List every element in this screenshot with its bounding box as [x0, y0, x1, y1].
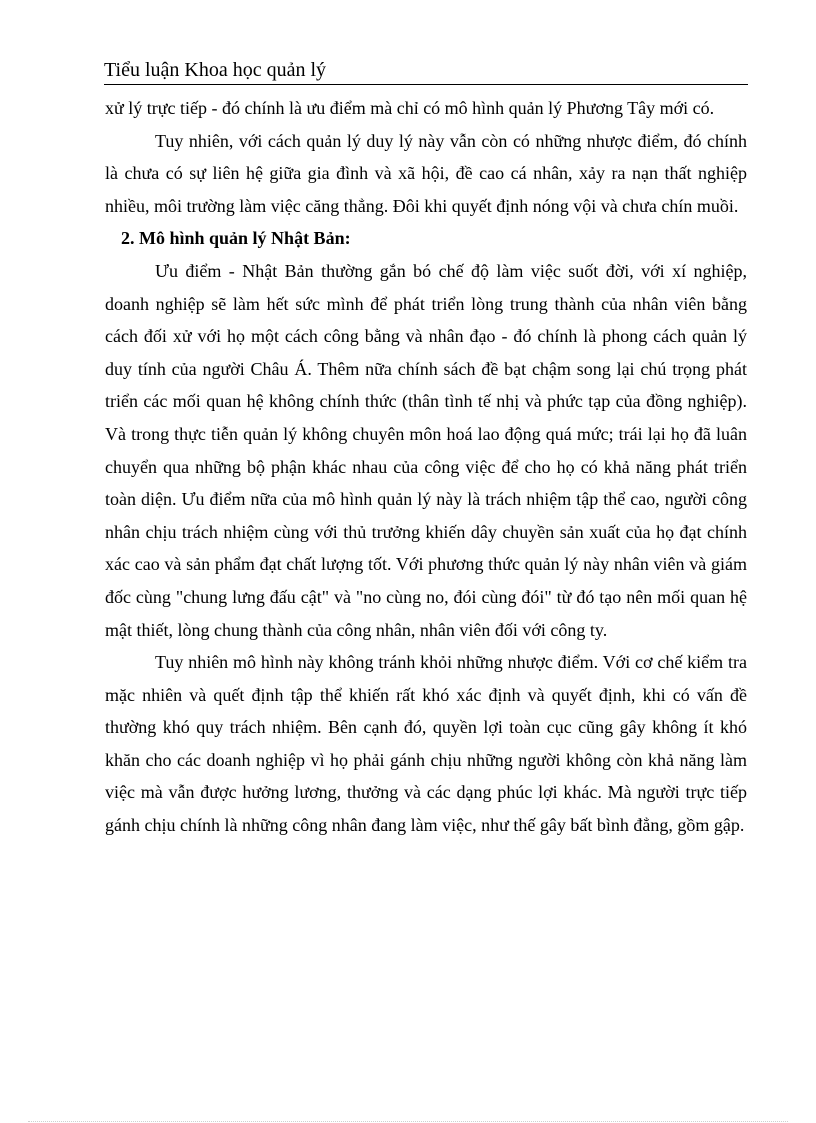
paragraph-continuation: xử lý trực tiếp - đó chính là ưu điểm mà chỉ có mô hình quản lý Phương Tây mới có. — [105, 98, 715, 118]
section-heading-japanese-model: 2. Mô hình quản lý Nhật Bản: — [121, 228, 351, 249]
page-bottom-divider — [28, 1121, 788, 1122]
paragraph-japanese-drawbacks: Tuy nhiên mô hình này không tránh khỏi những nhược điểm. Với cơ chế kiểm tra mặc nhiên và quết định tập thể khiến rất khó xác định và quyết định, khi có vấn đề thường khó quy trách nhiệm. Bên cạnh đó, quyền lợi toàn cục cũng gây không ít khó khăn cho các doanh nghiệp vì họ phải gánh chịu những người không còn khả năng làm việc mà vẫn được hưởng lương, thưởng và các dạng phúc lợi khác. Mà người trực tiếp gánh chịu chính là những công nhân đang làm việc, như thế gây bất bình đẳng, gồm gập. — [105, 652, 747, 836]
paragraph-japanese-advantages: Ưu điểm - Nhật Bản thường gắn bó chế độ làm việc suốt đời, với xí nghiệp, doanh nghiệp sẽ làm hết sức mình để phát triển lòng trung thành của nhân viên bằng cách đối xử với họ một cách công bằng và nhân đạo - đó chính là phong cách quản lý duy tính của người Châu Á. Thêm nữa chính sách đề bạt chậm song lại chú trọng phát triển các mối quan hệ không chính thức (thân tình tế nhị và phức tạp của đồng nghiệp). Và trong thực tiễn quản lý không chuyên môn hoá lao động quá mức; trái lại họ đã luân chuyển qua những bộ phận khác nhau của công việc để cho họ có khả năng phát triển toàn diện. Ưu điểm nữa của mô hình quản lý này là trách nhiệm tập thể cao, người công nhân chịu trách nhiệm cùng với thủ trưởng khiến dây chuyền sản xuất của họ đạt chính xác cao và sản phẩm đạt chất lượng tốt. Với phương thức quản lý này nhân viên và giám đốc cùng "chung lưng đấu cật" và "no cùng no, đói cùng đói" từ đó tạo nên mối quan hệ mật thiết, lòng chung thành của công nhân, nhân viên đối với công ty. — [105, 260, 747, 640]
paragraph-western-drawbacks: Tuy nhiên, với cách quản lý duy lý này vẫn còn có những nhược điểm, đó chính là chưa có sự liên hệ giữa gia đình và xã hội, đề cao cá nhân, xảy ra nạn thất nghiệp nhiều, môi trường làm việc căng thẳng. Đôi khi quyết định nóng vội và chưa chín muồi. — [105, 130, 747, 216]
header-title: Tiểu luận Khoa học quản lý — [104, 59, 327, 81]
document-body — [105, 92, 747, 842]
page-header — [104, 56, 748, 85]
